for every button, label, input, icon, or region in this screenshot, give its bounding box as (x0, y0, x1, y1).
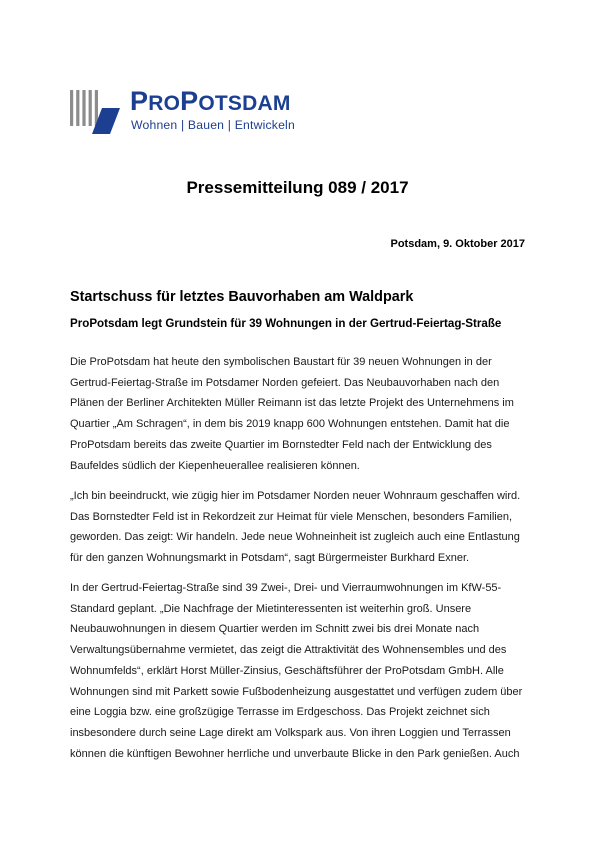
logo-stripe (76, 90, 79, 126)
body-paragraph-2: „Ich bin beeindruckt, wie zügig hier im Potsdamer Norden neuer Wohnraum geschaffen wird. Das Bornstedter Feld ist in Rekordzeit zur Heimat für viele Menschen, besonders Familien, geworden. Das zeigt: Wir handeln. Jede neue Wohneinheit ist zugleich auch eine Entlastung für den ganzen Wohnungsmarkt in Potsdam“, sagt Bürgermeister Burkhard Exner. (70, 490, 521, 565)
document-title: Pressemitteilung 089 / 2017 (186, 178, 409, 197)
logo-tagline: Wohnen | Bauen | Entwickeln (131, 118, 295, 132)
logo-stripe (82, 90, 85, 126)
logo-stripe (89, 90, 92, 126)
logo-wordmark: PROPOTSDAM (130, 86, 291, 116)
logo-stripes (70, 90, 98, 126)
body-paragraph-3: In der Gertrud-Feiertag-Straße sind 39 Zwei-, Drei- und Vierraumwohnungen im KfW-55-Standard geplant. „Die Nachfrage der Mietinteressenten ist weiterhin groß. Unsere Neubauwohnungen in diesem Quartier werden im Schnitt zwei bis drei Monate nach Verwaltungsübernahme vermietet, das zeigt die Attraktivität des Wohnensembles und des Wohnumfelds“, erklärt Horst Müller-Zinsius, Geschäftsführer der ProPotsdam GmbH. Alle Wohnungen sind mit Parkett sowie Fußbodenheizung ausgestattet und verfügen zudem über eine Loggia bzw. eine großzügige Terrasse im Erdgeschoss. Das Projekt zeichnet sich insbesondere durch seine Lage direkt am Volkspark aus. Von ihren Loggien und Terrassen können die künftigen Bewohner herrliche und unverbaute Blicke in den Park genießen. Auch (70, 582, 523, 760)
logo-stripe (70, 90, 73, 126)
logo-stripes-icon (70, 90, 120, 134)
subheadline: ProPotsdam legt Grundstein für 39 Wohnungen in der Gertrud-Feiertag-Straße (70, 317, 502, 330)
body-paragraph-1: Die ProPotsdam hat heute den symbolischen Baustart für 39 neuen Wohnungen in der Gertrud-Feiertag-Straße im Potsdamer Norden gefeiert. Das Neubauvorhaben nach den Plänen der Berliner Architekten Müller Reimann ist das letzte Projekt des Unternehmens im Quartier „Am Schragen“, in dem bis 2019 knapp 600 Wohnungen entstehen. Damit hat die ProPotsdam bereits das zweite Quartier im Bornstedter Feld nach der Entwicklung des Baufeldes südlich der Kiepenheuerallee realisieren können. (70, 356, 514, 472)
company-logo (70, 86, 310, 136)
document-date: Potsdam, 9. Oktober 2017 (390, 238, 525, 250)
headline: Startschuss für letztes Bauvorhaben am Waldpark (70, 289, 414, 305)
